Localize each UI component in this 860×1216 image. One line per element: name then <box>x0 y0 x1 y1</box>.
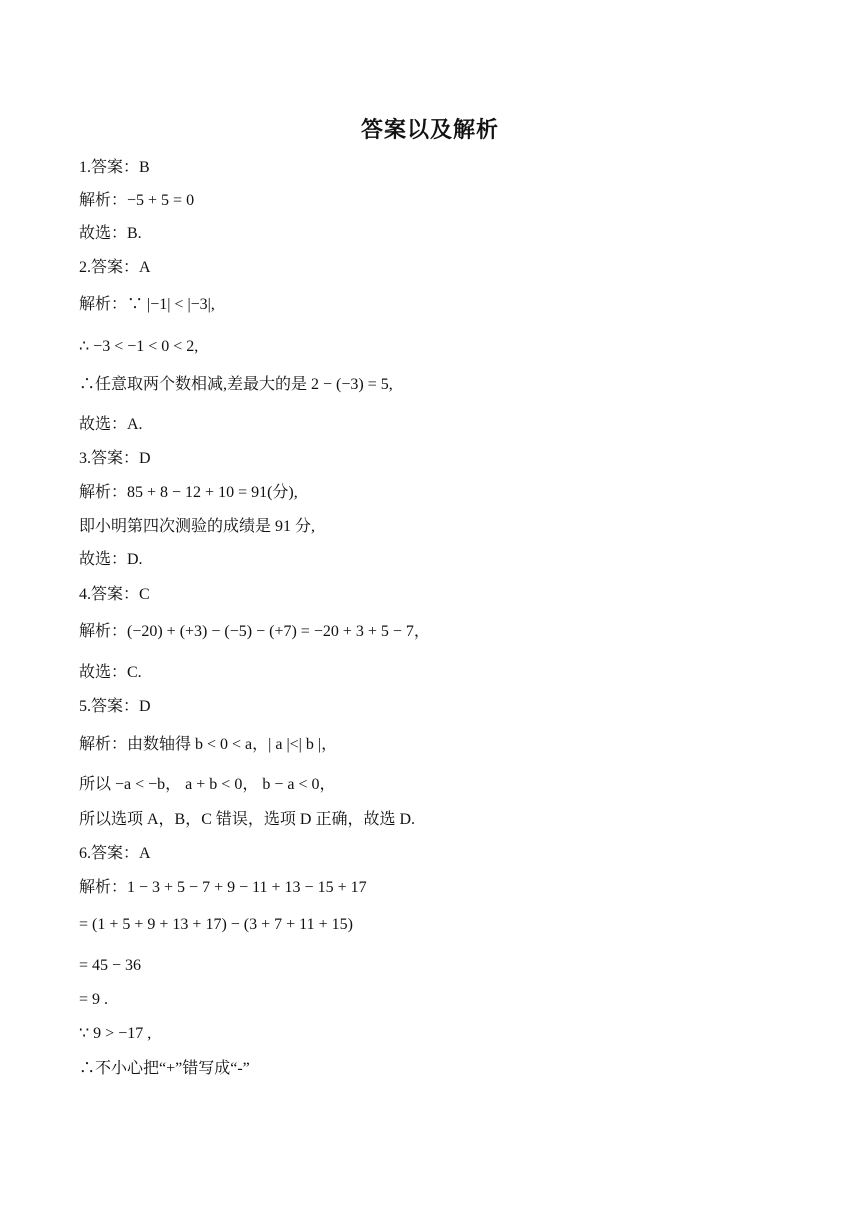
answer-line: 5.答案：D <box>79 698 151 715</box>
page-title: 答案以及解析 <box>360 118 499 143</box>
explanation-line: = 9 . <box>79 991 109 1008</box>
explanation-line: ∴ −3 < −1 < 0 < 2, <box>79 338 199 355</box>
choice-line: 故选：D. <box>79 551 143 568</box>
explanation-line: 解析：∵ |−1| < |−3|, <box>79 296 215 313</box>
choice-line: 故选：A. <box>79 416 143 433</box>
explanation-line: 解析：(−20) + (+3) − (−5) − (+7) = −20 + 3 + 5 − 7， <box>79 623 430 640</box>
explanation-line: ∴任意取两个数相减,差最大的是 2 − (−3) = 5, <box>79 376 393 393</box>
choice-line: 故选：C. <box>79 664 142 681</box>
answer-line: 4.答案：C <box>79 586 150 603</box>
explanation-line: = (1 + 5 + 9 + 13 + 17) − (3 + 7 + 11 + 15) <box>79 916 353 933</box>
explanation-line: 解析：由数轴得 b < 0 < a，| a |<| b |， <box>79 736 338 753</box>
explanation-line: = 45 − 36 <box>79 957 142 974</box>
answer-line: 6.答案：A <box>79 845 151 862</box>
explanation-line: 解析：85 + 8 − 12 + 10 = 91(分), <box>79 484 298 501</box>
answer-line: 3.答案：D <box>79 450 151 467</box>
explanation-line: 所以 −a < −b， a + b < 0， b − a < 0， <box>79 776 336 793</box>
explanation-line: ∵ 9 > −17 , <box>79 1025 152 1042</box>
answer-line: 1.答案：B <box>79 159 150 176</box>
explanation-line: 解析：−5 + 5 = 0 <box>79 192 195 209</box>
answer-line: 2.答案：A <box>79 259 151 276</box>
explanation-line: 所以选项 A，B，C 错误，选项 D 正确，故选 D. <box>79 811 416 828</box>
explanation-line: ∴不小心把“+”错写成“-” <box>79 1060 250 1077</box>
explanation-line: 解析：1 − 3 + 5 − 7 + 9 − 11 + 13 − 15 + 17 <box>79 879 367 896</box>
explanation-line: 即小明第四次测验的成绩是 91 分, <box>79 518 316 535</box>
choice-line: 故选：B. <box>79 225 142 242</box>
